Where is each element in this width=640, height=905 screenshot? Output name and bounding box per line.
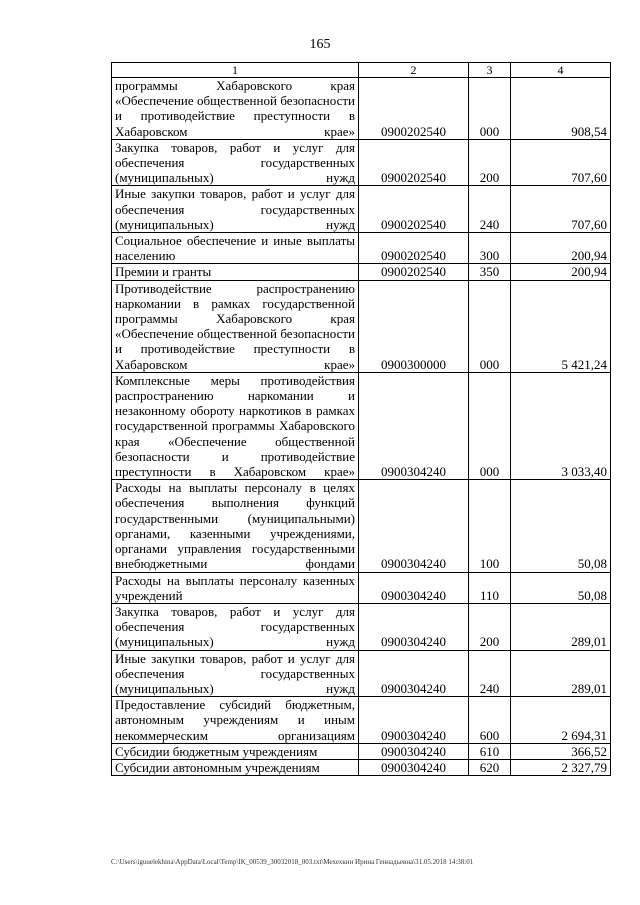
row-vr-cell: 000 <box>469 78 511 140</box>
file-path-footer: C:\Users\iguuelekhina\AppData\Local\Temp\IK_00539_30032018_003.txt\Мехехкин Ирина Геннадьевна\31.05.2018 14:38:01 <box>111 858 474 866</box>
table-row <box>112 139 611 186</box>
row-sum-cell: 200,94 <box>511 233 611 264</box>
row-vr-cell: 600 <box>469 697 511 744</box>
row-name-cell: Расходы на выплаты персоналу казенных учреждений <box>112 572 359 603</box>
row-code-cell: 0900304240 <box>359 572 469 603</box>
row-vr-cell: 240 <box>469 650 511 697</box>
row-sum-cell: 50,08 <box>511 480 611 572</box>
row-sum-cell: 2 694,31 <box>511 697 611 744</box>
row-sum-cell: 5 421,24 <box>511 280 611 372</box>
row-name-cell: программы Хабаровского края «Обеспечение общественной безопасности и противодействие преступности в Хабаровском крае» <box>112 78 359 140</box>
row-sum-cell: 908,54 <box>511 78 611 140</box>
row-code-cell: 0900304240 <box>359 372 469 479</box>
row-code-cell: 0900300000 <box>359 280 469 372</box>
row-sum-cell: 707,60 <box>511 139 611 186</box>
row-vr-cell: 350 <box>469 264 511 280</box>
table-row <box>112 480 611 572</box>
table-row <box>112 78 611 140</box>
row-vr-cell: 000 <box>469 280 511 372</box>
row-sum-cell: 3 033,40 <box>511 372 611 479</box>
row-vr-cell: 620 <box>469 759 511 775</box>
table-row <box>112 264 611 280</box>
row-vr-cell: 000 <box>469 372 511 479</box>
row-vr-cell: 610 <box>469 743 511 759</box>
row-name-cell: Закупка товаров, работ и услуг для обеспечения государственных (муниципальных) нужд <box>112 139 359 186</box>
row-vr-cell: 110 <box>469 572 511 603</box>
row-vr-cell: 200 <box>469 603 511 650</box>
row-code-cell: 0900304240 <box>359 650 469 697</box>
row-name-cell: Социальное обеспечение и иные выплаты населению <box>112 233 359 264</box>
table-row <box>112 603 611 650</box>
row-vr-cell: 300 <box>469 233 511 264</box>
table-row <box>112 743 611 759</box>
row-vr-cell: 200 <box>469 139 511 186</box>
row-sum-cell: 366,52 <box>511 743 611 759</box>
row-code-cell: 0900304240 <box>359 603 469 650</box>
row-code-cell: 0900202540 <box>359 264 469 280</box>
row-name-cell: Субсидии автономным учреждениям <box>112 759 359 775</box>
header-col-4: 4 <box>511 63 611 78</box>
row-name-cell: Субсидии бюджетным учреждениям <box>112 743 359 759</box>
row-code-cell: 0900202540 <box>359 233 469 264</box>
table-row <box>112 233 611 264</box>
row-code-cell: 0900304240 <box>359 480 469 572</box>
table-row <box>112 372 611 479</box>
row-sum-cell: 50,08 <box>511 572 611 603</box>
row-code-cell: 0900202540 <box>359 186 469 233</box>
row-name-cell: Комплексные меры противодействия распространению наркомании и незаконному обороту наркотиков в рамках государственной программы Хабаровского края «Обеспечение общественной безопасности и противодействие преступности в Хабаровском крае» <box>112 372 359 479</box>
row-name-cell: Предоставление субсидий бюджетным, автономным учреждениям и иным некоммерческим организациям <box>112 697 359 744</box>
row-code-cell: 0900304240 <box>359 697 469 744</box>
row-vr-cell: 240 <box>469 186 511 233</box>
row-vr-cell: 100 <box>469 480 511 572</box>
row-sum-cell: 2 327,79 <box>511 759 611 775</box>
row-code-cell: 0900202540 <box>359 78 469 140</box>
row-code-cell: 0900202540 <box>359 139 469 186</box>
row-name-cell: Иные закупки товаров, работ и услуг для обеспечения государственных (муниципальных) нужд <box>112 186 359 233</box>
budget-table <box>111 62 611 776</box>
table-row <box>112 650 611 697</box>
row-name-cell: Расходы на выплаты персоналу в целях обеспечения выполнения функций государственными (муниципальными) органами, казенными учреждениями, органами управления государственными внебюджетными фондами <box>112 480 359 572</box>
header-col-2: 2 <box>359 63 469 78</box>
table-row <box>112 759 611 775</box>
row-sum-cell: 707,60 <box>511 186 611 233</box>
header-col-3: 3 <box>469 63 511 78</box>
page-number: 165 <box>309 37 331 52</box>
row-code-cell: 0900304240 <box>359 743 469 759</box>
row-sum-cell: 289,01 <box>511 603 611 650</box>
table-row <box>112 572 611 603</box>
row-sum-cell: 289,01 <box>511 650 611 697</box>
row-sum-cell: 200,94 <box>511 264 611 280</box>
row-name-cell: Иные закупки товаров, работ и услуг для обеспечения государственных (муниципальных) нужд <box>112 650 359 697</box>
header-col-1: 1 <box>112 63 359 78</box>
table-row <box>112 697 611 744</box>
table-row <box>112 186 611 233</box>
row-name-cell: Закупка товаров, работ и услуг для обеспечения государственных (муниципальных) нужд <box>112 603 359 650</box>
table-header-row <box>112 63 611 78</box>
row-code-cell: 0900304240 <box>359 759 469 775</box>
table-row <box>112 280 611 372</box>
row-name-cell: Премии и гранты <box>112 264 359 280</box>
row-name-cell: Противодействие распространению наркомании в рамках государственной программы Хабаровского края «Обеспечение общественной безопасности и противодействие преступности в Хабаровском крае» <box>112 280 359 372</box>
